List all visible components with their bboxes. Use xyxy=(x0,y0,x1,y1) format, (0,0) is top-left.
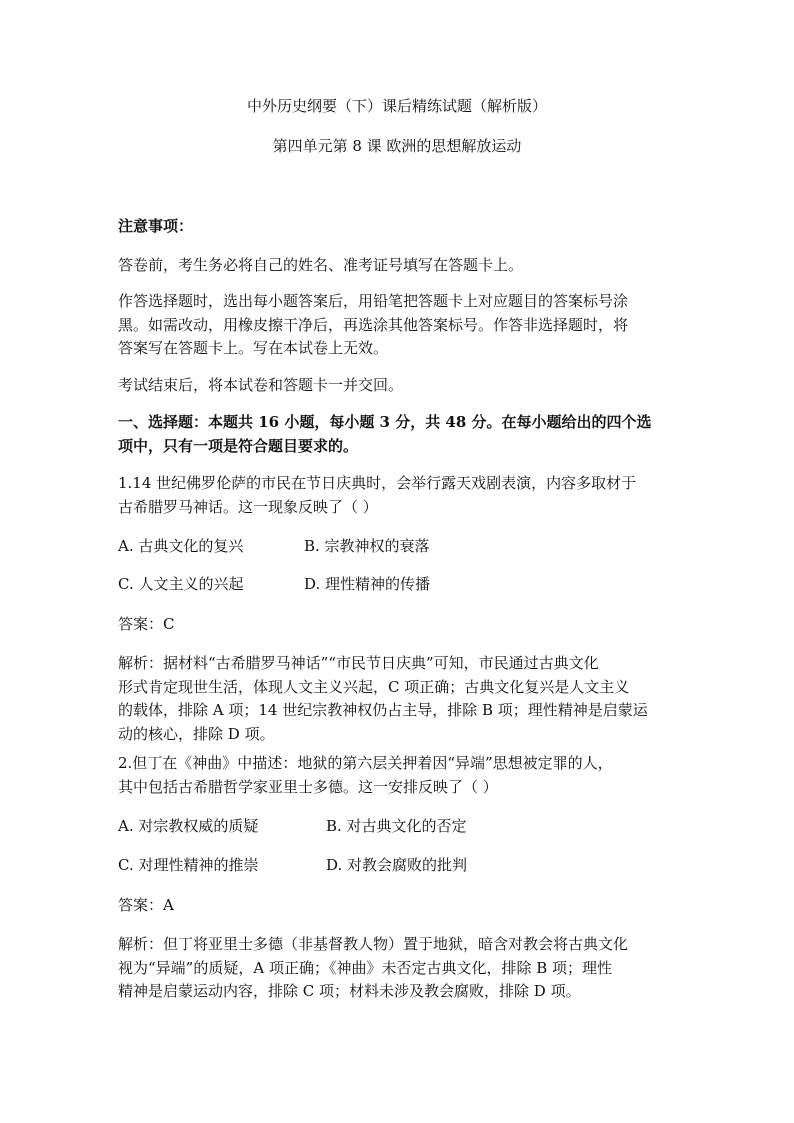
text-line: 形式肯定现世生活，体现人文主义兴起，C 项正确；古典文化复兴是人文主义 xyxy=(118,677,630,696)
text-line: 解析：据材料“古希腊罗马神话”“市民节日庆典”可知，市民通过古典文化 xyxy=(118,654,599,672)
notice-heading: 注意事项： xyxy=(118,217,194,235)
question-2-options-row-2 xyxy=(118,854,678,876)
text-line: 一、选择题：本题共 16 小题，每小题 3 分，共 48 分。在每小题给出的四个选 xyxy=(118,413,652,431)
question-2-analysis xyxy=(118,933,678,1004)
question-1-stem xyxy=(118,472,678,519)
option-c: C. 人文主义的兴起 xyxy=(118,575,244,593)
text-line: 精神是启蒙运动内容，排除 C 项；材料未涉及教会腐败，排除 D 项。 xyxy=(118,982,581,1000)
option-b: B. 宗教神权的衰落 xyxy=(304,537,430,555)
notice-paragraph-3: 考试结束后，将本试卷和答题卡一并交回。 xyxy=(118,376,404,394)
option-a: A. 对宗教权威的质疑 xyxy=(118,817,259,835)
question-1-options-row-2 xyxy=(118,573,678,595)
question-1-answer: 答案：C xyxy=(118,615,175,633)
text-line: 作答选择题时，选出每小题答案后，用铅笔把答题卡上对应题目的答案标号涂 xyxy=(118,292,629,310)
document-title: 中外历史纲要（下）课后精练试题（解析版） xyxy=(246,97,547,115)
notice-paragraph-2 xyxy=(118,290,678,361)
section-heading xyxy=(118,411,678,458)
text-line: 的载体，排除 A 项；14 世纪宗教神权仍占主导，排除 B 项；理性精神是启蒙运 xyxy=(118,701,648,719)
text-line: 答案写在答题卡上。写在本试卷上无效。 xyxy=(118,339,389,357)
text-line: 2.但丁在《神曲》中描述：地狱的第六层关押着因“异端”思想被定罪的人， xyxy=(118,754,613,772)
question-2-stem xyxy=(118,752,678,799)
question-1-options-row-1 xyxy=(118,535,678,557)
text-line: 项中，只有一项是符合题目要求的。 xyxy=(118,436,359,455)
text-line: 视为“异端”的质疑，A 项正确；《神曲》未否定古典文化，排除 B 项；理性 xyxy=(118,958,612,977)
text-line: 黑。如需改动，用橡皮擦干净后，再选涂其他答案标号。作答非选择题时，将 xyxy=(118,315,629,334)
question-1-analysis xyxy=(118,652,678,746)
question-2-answer: 答案：A xyxy=(118,896,174,914)
question-2-options-row-1 xyxy=(118,815,678,837)
notice-paragraph-1: 答卷前，考生务必将自己的姓名、准考证号填写在答题卡上。 xyxy=(118,256,524,274)
option-c: C. 对理性精神的推崇 xyxy=(118,856,259,874)
text-line: 1.14 世纪佛罗伦萨的市民在节日庆典时，会举行露天戏剧表演，内容多取材于 xyxy=(118,474,637,492)
option-d: D. 对教会腐败的批判 xyxy=(326,856,468,874)
text-line: 动的核心，排除 D 项。 xyxy=(118,724,275,743)
text-line: 其中包括古希腊哲学家亚里士多德。这一安排反映了（ ） xyxy=(118,777,498,796)
text-line: 解析：但丁将亚里士多德（非基督教人物）置于地狱，暗含对教会将古典文化 xyxy=(118,935,629,953)
option-b: B. 对古典文化的否定 xyxy=(326,817,467,835)
option-d: D. 理性精神的传播 xyxy=(304,575,431,593)
option-a: A. 古典文化的复兴 xyxy=(118,537,244,555)
text-line: 古希腊罗马神话。这一现象反映了（ ） xyxy=(118,497,378,516)
lesson-subtitle: 第四单元第 8 课 欧洲的思想解放运动 xyxy=(272,137,522,155)
